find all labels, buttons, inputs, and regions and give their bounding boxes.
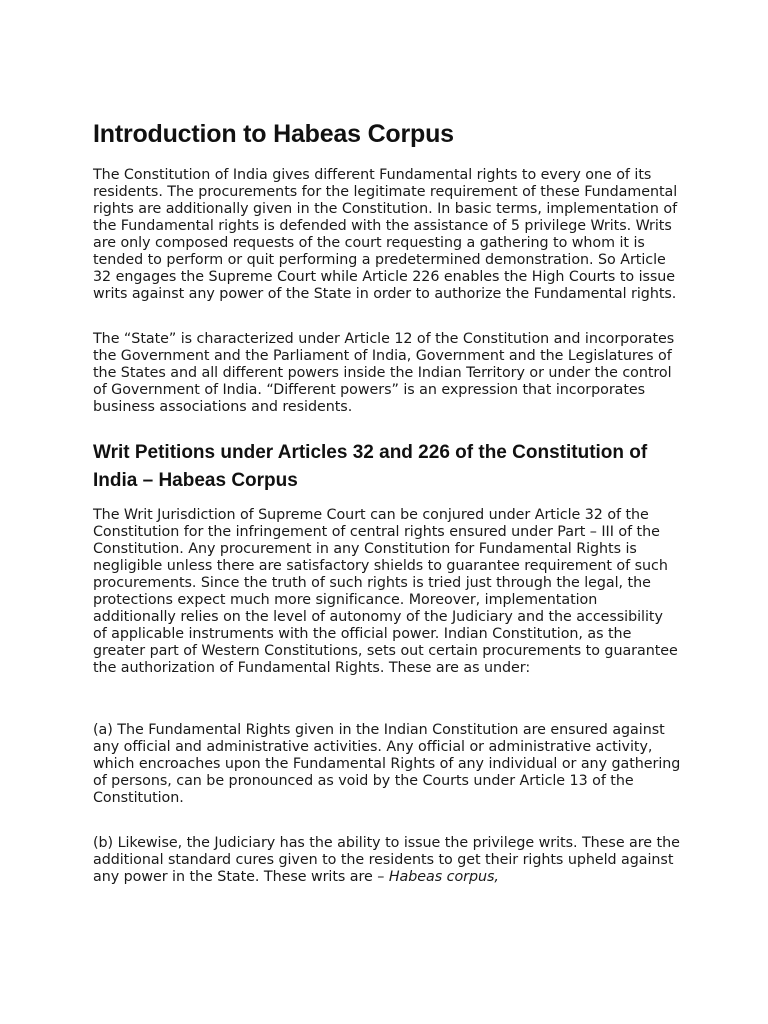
section-paragraph-3	[93, 835, 681, 886]
document-content	[93, 118, 681, 886]
page-title: Introduction to Habeas Corpus	[93, 120, 454, 148]
italic-term: Habeas corpus,	[388, 869, 499, 885]
paragraph-spacer	[93, 416, 681, 439]
section-paragraph-1: The Writ Jurisdiction of Supreme Court can be conjured under Article 32 of the Constitution for the infringement of central rights ensured under Part – III of the Constitution. Any procurement in any Constitution for Fundamental Rights is negligible unless there are satisfactory shields to guarantee requirement of such procurements. Since the truth of such rights is tried just through the legal, the protections expect much more significance. Moreover, implementation additionally relies on the level of autonomy of the Judiciary and the accessibility of applicable instruments with the official power. Indian Constitution, as the greater part of Western Constitutions, sets out certain procurements to guarantee the authorization of Fundamental Rights. These are as under:	[93, 507, 678, 676]
section-paragraph-2: (a) The Fundamental Rights given in the Indian Constitution are ensured against any official and administrative activities. Any official or administrative activity, which encroaches upon the Fundamental Rights of any individual or any gathering of persons, can be pronounced as void by the Courts under Article 13 of the Constitution.	[93, 722, 681, 806]
section-heading: Writ Petitions under Articles 32 and 226 of the Constitution of India – Habeas Corpus	[93, 442, 648, 491]
intro-paragraph-1: The Constitution of India gives different Fundamental rights to every one of its residents. The procurements for the legitimate requirement of these Fundamental rights are additionally given in the Constitution. In basic terms, implementation of the Fundamental rights is defended with the assistance of 5 privilege Writs. Writs are only composed requests of the court requesting a gathering to whom it is tended to perform or quit performing a predetermined demonstration. So Article 32 engages the Supreme Court while Article 226 enables the High Courts to issue writs against any power of the State in order to authorize the Fundamental rights.	[93, 167, 678, 302]
paragraph-spacer	[93, 303, 681, 331]
intro-paragraph-2: The “State” is characterized under Article 12 of the Constitution and incorporates the Government and the Parliament of India, Government and the Legislatures of the States and all different powers inside the Indian Territory or under the control of Government of India. “Different powers” is an expression that incorporates business associations and residents.	[93, 331, 675, 415]
paragraph-text: (b) Likewise, the Judiciary has the ability to issue the privilege writs. These are the additional standard cures given to the residents to get their rights upheld against any power in the State. These writs are –	[93, 835, 680, 885]
paragraph-spacer	[93, 807, 681, 835]
paragraph-spacer	[93, 677, 681, 722]
